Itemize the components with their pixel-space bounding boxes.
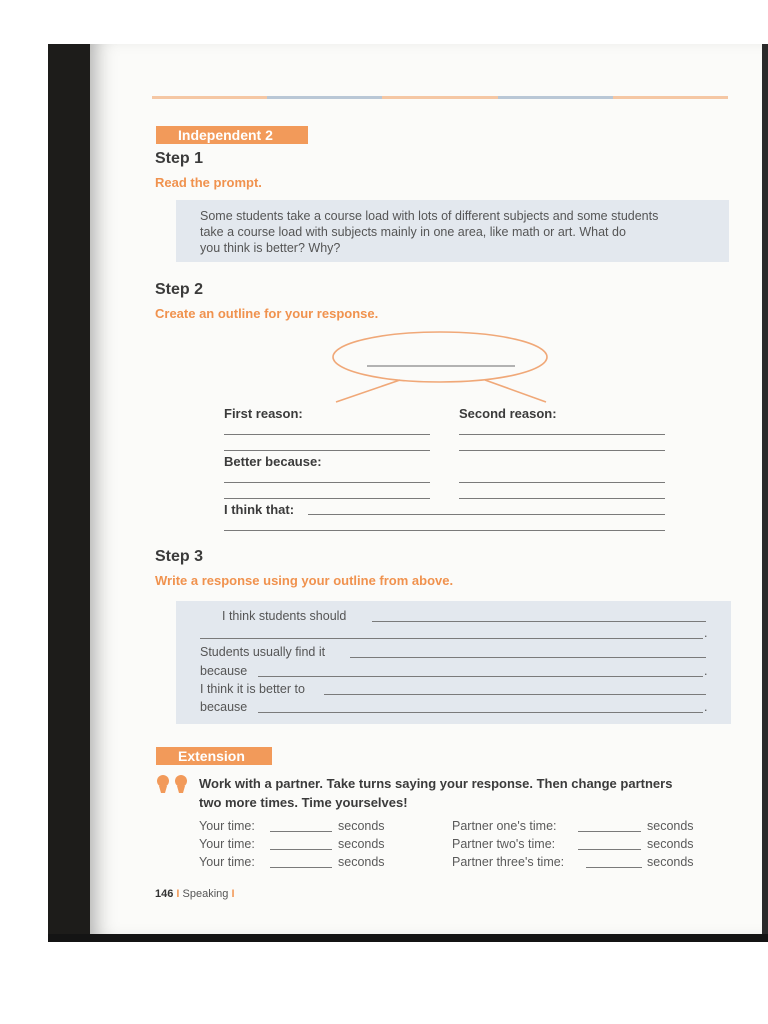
partner-one-label: Partner one's time:: [452, 819, 557, 833]
better-because-label: Better because:: [224, 454, 322, 469]
outline-bubble-diagram: [320, 330, 560, 410]
footer-separator: I: [176, 888, 180, 900]
main-idea-bubble: [333, 332, 547, 382]
partner-one-blank[interactable]: [578, 831, 641, 832]
book-binding-shadow: [48, 44, 92, 934]
seconds-label: seconds: [338, 855, 385, 869]
response-line-6-label: because: [200, 700, 248, 714]
step3-instruction: Write a response using your outline from above.: [155, 573, 454, 588]
section-label: Independent 2: [156, 126, 308, 144]
response-blank[interactable]: [200, 638, 703, 639]
first-reason-label: First reason:: [224, 406, 303, 421]
seconds-label: seconds: [338, 837, 385, 851]
prompt-line: Some students take a course load with lots of different subjects and some students: [200, 209, 659, 223]
partner-three-label: Partner three's time:: [452, 855, 565, 869]
response-line-5-label: I think it is better to: [200, 682, 305, 696]
response-blank[interactable]: [324, 694, 706, 695]
second-reason-blank[interactable]: [459, 434, 665, 435]
second-reason-label: Second reason:: [459, 406, 557, 421]
step2-title: Step 2: [155, 281, 204, 298]
top-color-rule: [152, 96, 728, 99]
left-connector: [336, 380, 400, 402]
period: .: [704, 626, 708, 640]
your-time-blank[interactable]: [270, 831, 332, 832]
i-think-that-blank[interactable]: [308, 514, 665, 515]
footer-section: Speaking: [182, 888, 229, 900]
step1-instruction: Read the prompt.: [155, 175, 262, 190]
prompt-line: take a course load with subjects mainly in one area, like math or art. What do: [200, 225, 626, 239]
seconds-label: seconds: [338, 819, 385, 833]
footer-separator: I: [231, 888, 235, 900]
page-number: 146: [155, 888, 174, 900]
step2-instruction: Create an outline for your response.: [155, 306, 379, 321]
period: .: [704, 664, 708, 678]
your-time-blank[interactable]: [270, 849, 332, 850]
partner-three-blank[interactable]: [586, 867, 642, 868]
prompt-line: you think is better? Why?: [200, 241, 341, 255]
seconds-label: seconds: [647, 819, 694, 833]
response-line-3-label: Students usually find it: [200, 645, 326, 659]
partner-two-label: Partner two's time:: [452, 837, 556, 851]
step1-title: Step 1: [155, 150, 204, 167]
page-footer: [155, 888, 235, 900]
your-time-blank[interactable]: [270, 867, 332, 868]
partner-two-blank[interactable]: [578, 849, 641, 850]
better-because-blank[interactable]: [459, 482, 665, 483]
first-reason-blank[interactable]: [224, 434, 430, 435]
response-blank[interactable]: [258, 676, 703, 677]
second-reason-blank[interactable]: [459, 450, 665, 451]
seconds-label: seconds: [647, 837, 694, 851]
better-because-blank[interactable]: [224, 482, 430, 483]
right-connector: [485, 380, 546, 402]
i-think-that-label: I think that:: [224, 502, 295, 517]
better-because-blank[interactable]: [224, 498, 430, 499]
i-think-that-blank[interactable]: [224, 530, 665, 531]
your-time-label: Your time:: [199, 837, 255, 851]
your-time-label: Your time:: [199, 855, 255, 869]
your-time-label: Your time:: [199, 819, 255, 833]
pair-of-people-icon: [155, 774, 191, 794]
extension-label: Extension: [156, 747, 272, 765]
prompt-box: [176, 200, 729, 262]
first-reason-blank[interactable]: [224, 450, 430, 451]
response-line-4-label: because: [200, 664, 248, 678]
response-blank[interactable]: [372, 621, 706, 622]
seconds-label: seconds: [647, 855, 694, 869]
extension-instruction-line2: two more times. Time yourselves!: [199, 795, 408, 810]
extension-instruction-line1: Work with a partner. Take turns saying your response. Then change partners: [199, 776, 673, 791]
period: .: [704, 700, 708, 714]
scan-bottom-edge: [48, 934, 768, 942]
step3-title: Step 3: [155, 548, 204, 565]
better-because-blank[interactable]: [459, 498, 665, 499]
response-blank[interactable]: [350, 657, 706, 658]
response-blank[interactable]: [258, 712, 703, 713]
response-line-1-label: I think students should: [222, 609, 347, 623]
